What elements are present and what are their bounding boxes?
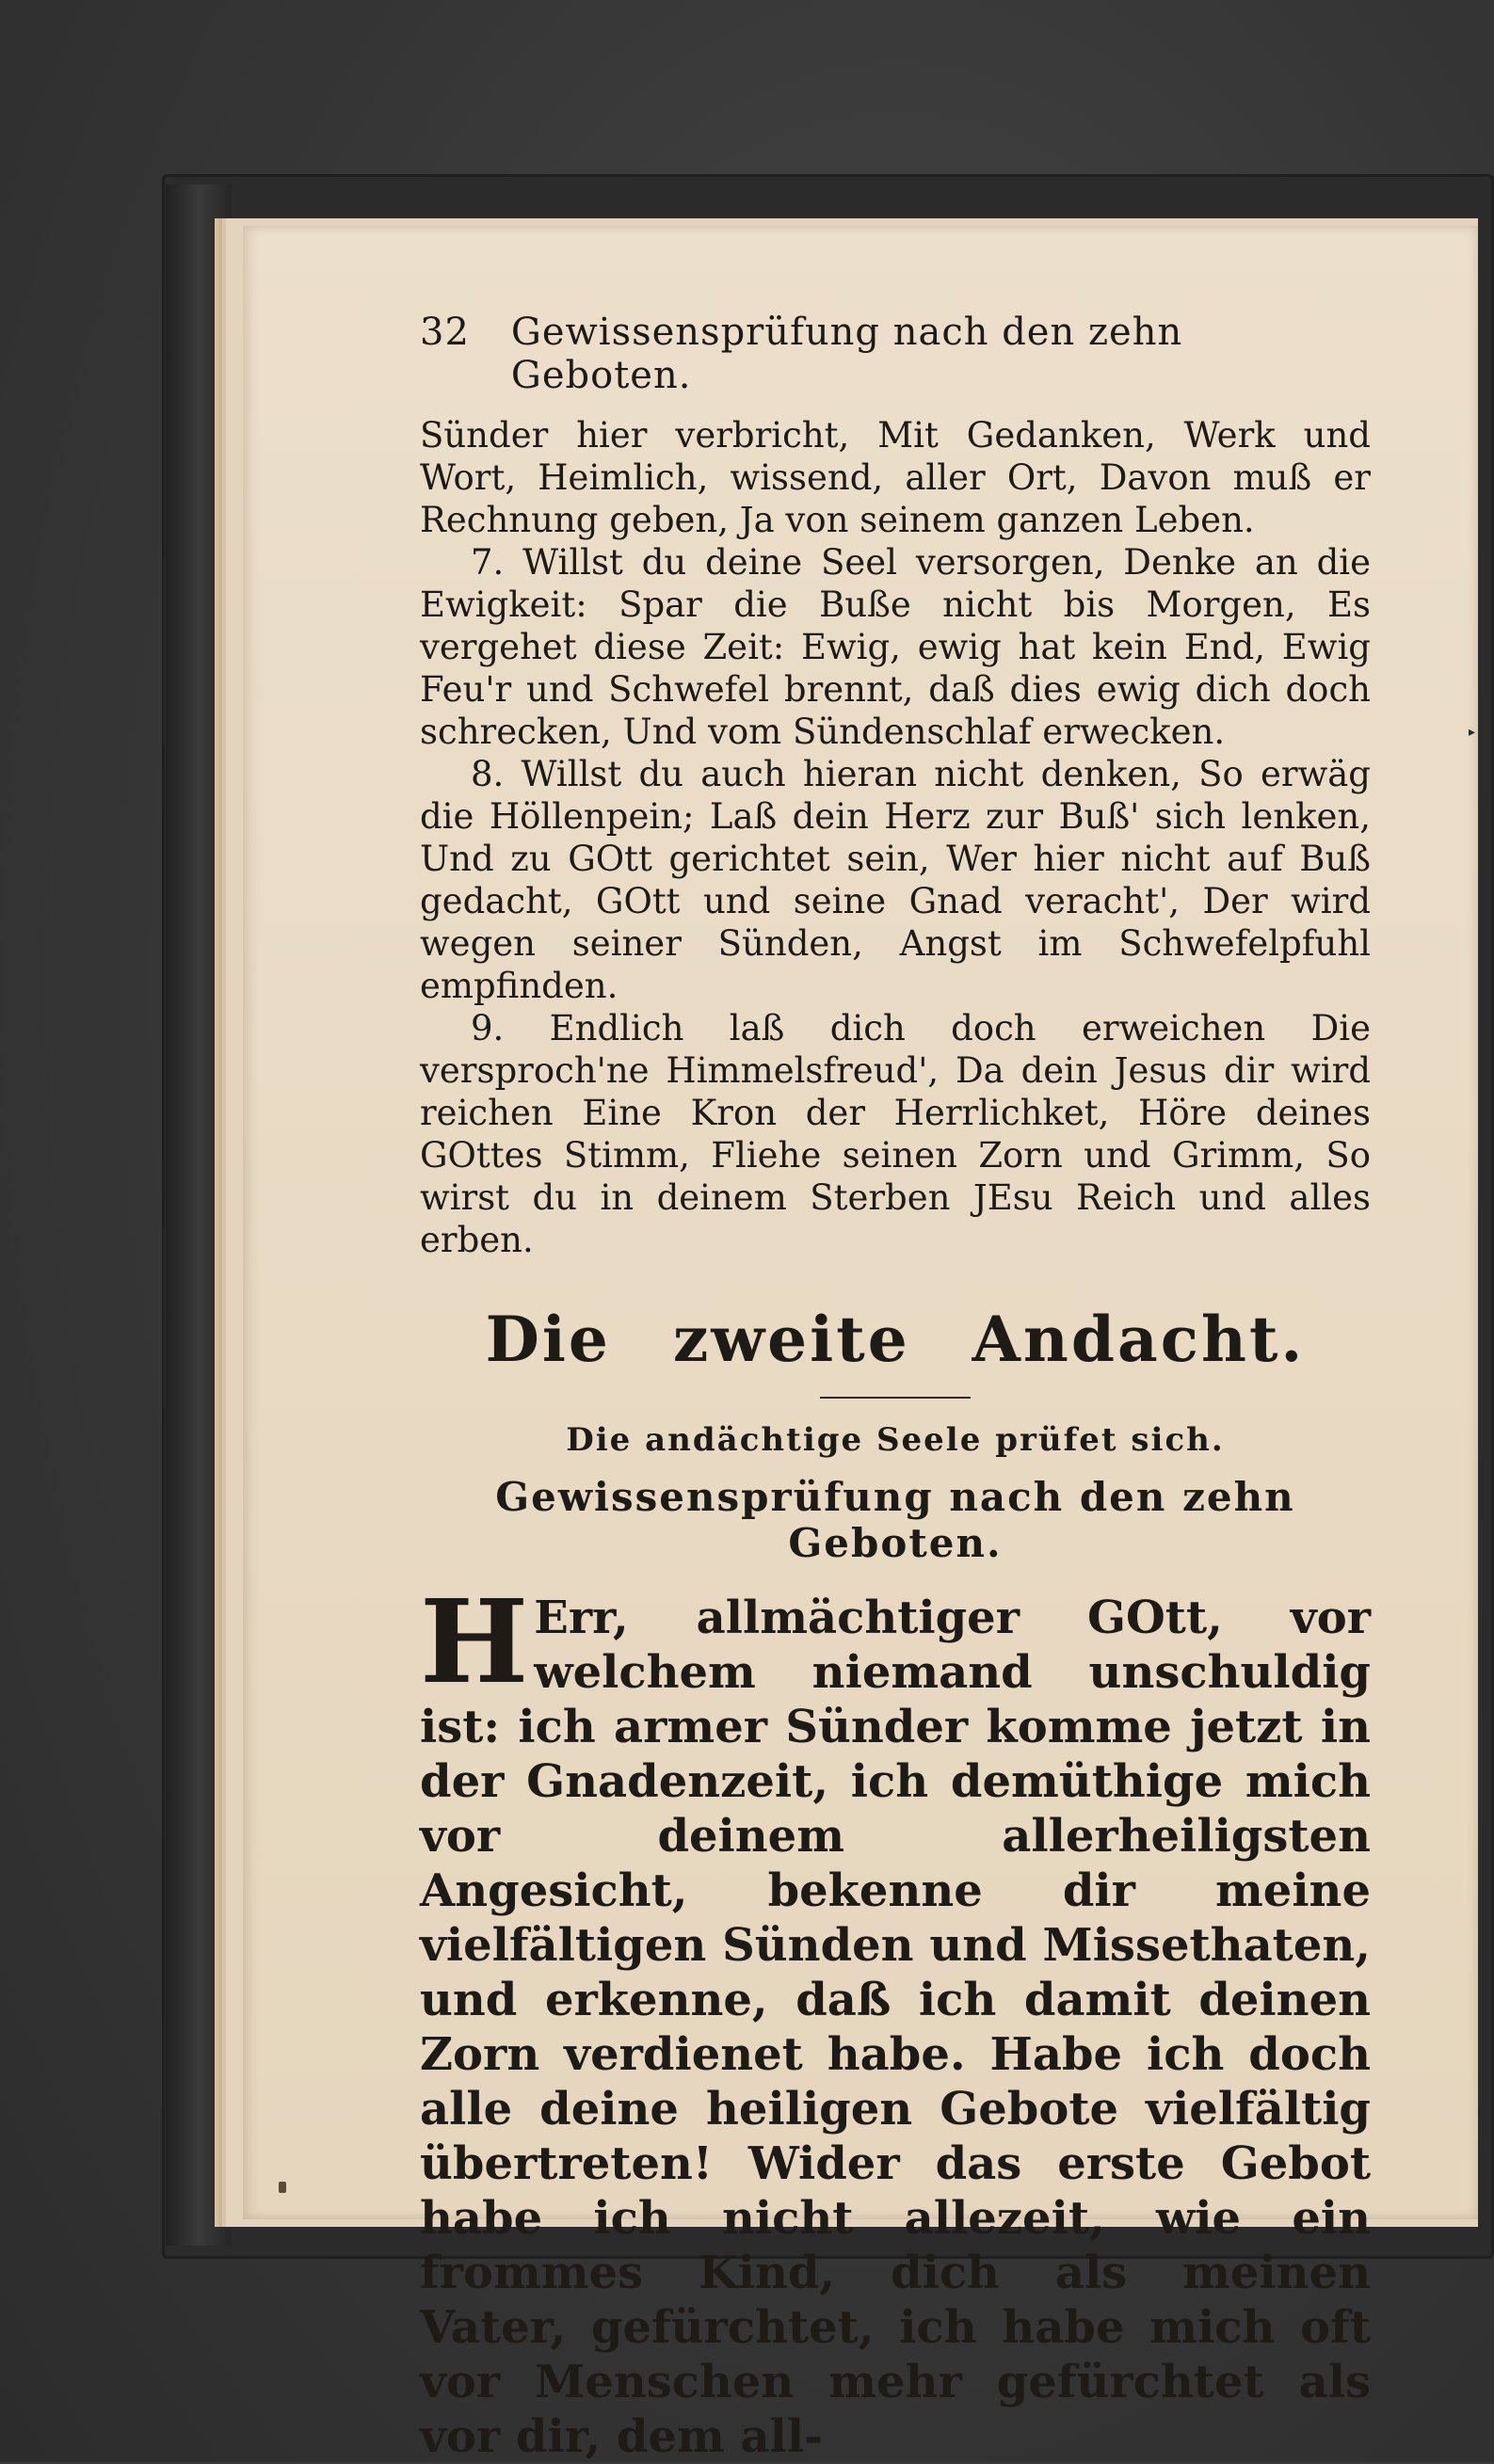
- drop-cap: H: [420, 1574, 529, 1709]
- page-text: [420, 311, 1371, 2464]
- section-subtitle: Die andächtige Seele prüfet sich.: [566, 1421, 1225, 1459]
- running-head: [420, 311, 1371, 397]
- page-corner-mark: [279, 2182, 286, 2193]
- section-subheading: Gewissensprüfung nach den zehn Geboten.: [495, 1474, 1295, 1566]
- prayer-paragraph: [420, 1574, 1371, 2464]
- running-head-title: Gewissensprüfung nach den zehn Geboten.: [510, 311, 1183, 397]
- verse-7: 7. Willst du deine Seel versorgen, Denke an die Ewigkeit: Spar die Buße nicht bis Morgen, Es vergehet diese Zeit: Ewig, ewig hat kein End, Ewig Feu'r und Schwefel brennt, daß dies ewig dich doch schrecken, Und vom Sündenschlaf erwecken.: [420, 542, 1371, 752]
- prayer-body: [420, 1574, 1371, 2464]
- hymn-verses: [420, 414, 1371, 1261]
- prayer-text: Err, allmächtiger GOtt, vor welchem niemand unschuldig ist: ich armer Sünder komme jetzt in der Gnadenzeit, ich demüthige mich vor deinem allerheiligsten Angesicht, bekenne dir meine vielfältigen Sünden und Missethaten, und erkenne, daß ich damit deinen Zorn verdienet habe. Habe ich doch alle deine heiligen Gebote vielfältig übertreten! Wider das erste Gebot habe ich nicht allezeit, wie ein frommes Kind, dich als meinen Vater, gefürchtet, ich habe mich oft vor Menschen mehr gefürchtet als vor dir, dem all-: [420, 1592, 1371, 2463]
- section-heading: Die zweite Andacht.: [485, 1303, 1306, 1376]
- gutter-arrow-mark: ▸: [1469, 725, 1476, 740]
- verse-9: 9. Endlich laß dich doch erweichen Die versproch'ne Himmelsfreud', Da dein Jesus dir wird reichen Eine Kron der Herrlichket, Höre deines GOttes Stimm, Fliehe seinen Zorn und Grimm, So wirst du in deinem Sterben JEsu Reich und alles erben.: [420, 1008, 1371, 1260]
- verse-8: 8. Willst du auch hieran nicht denken, So erwäg die Höllenpein; Laß dein Herz zur Buß' sich lenken, Und zu GOtt gerichtet sein, Wer hier nicht auf Buß gedacht, GOtt und seine Gnad veracht', Der wird wegen seiner Sünden, Angst im Schwefelpfuhl empfinden.: [420, 754, 1371, 1006]
- page-number: 32: [420, 311, 470, 354]
- book-spine-edge: [166, 184, 232, 2246]
- heading-divider: [820, 1397, 971, 1399]
- verse-continuation: Sünder hier verbricht, Mit Gedanken, Werk und Wort, Heimlich, wissend, aller Ort, Davon muß er Rechnung geben, Ja von seinem ganzen Leben.: [420, 415, 1371, 540]
